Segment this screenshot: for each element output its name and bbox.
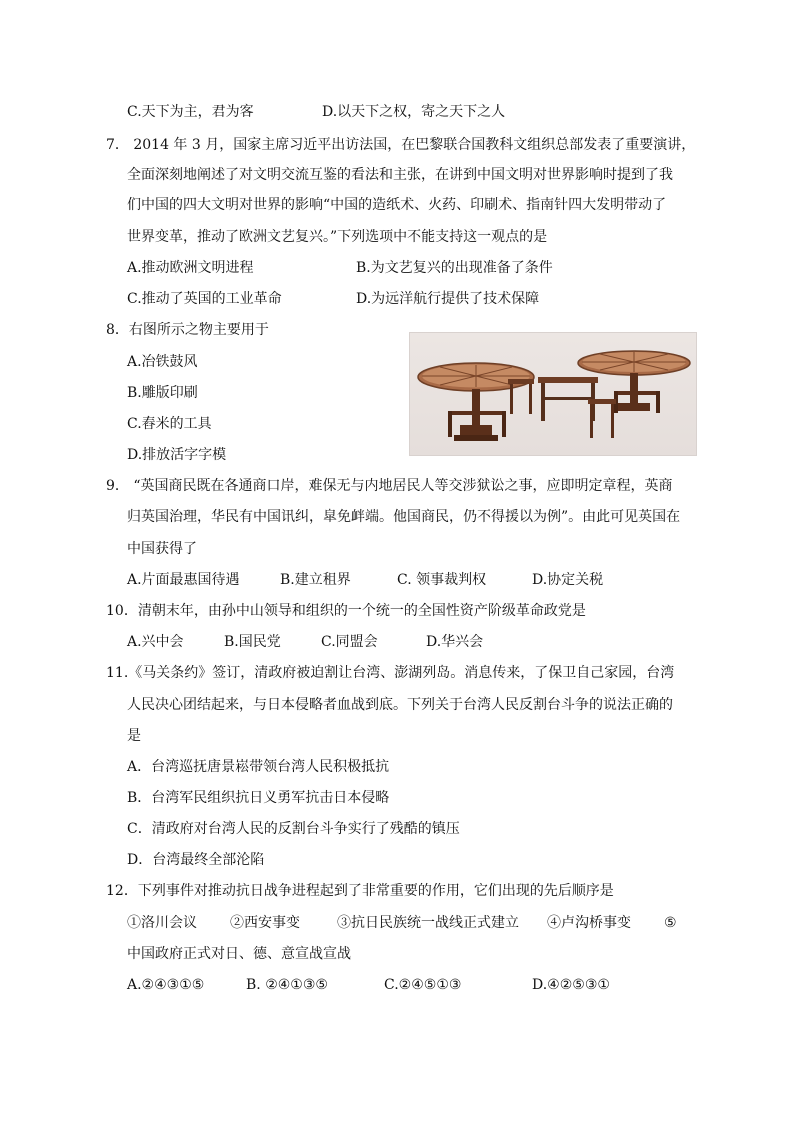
q12-option-c: C.②④⑤①③ <box>384 977 462 993</box>
q8-option-d: D.排放活字字模 <box>127 447 227 463</box>
q11-stem-line-2: 人民决心团结起来，与日本侵略者血战到底。下列关于台湾人民反割台斗争的说法正确的 <box>127 697 673 713</box>
q8-option-b: B.雕版印刷 <box>127 385 198 401</box>
q11-option-b: B．台湾军民组织抗日义勇军抗击日本侵略 <box>127 790 390 806</box>
q7-stem-line-4: 世界变革，推动了欧洲文艺复兴。”下列选项中不能支持这一观点的是 <box>127 229 548 245</box>
rotating-type-table-illustration <box>410 333 696 455</box>
q9-option-b: B.建立租界 <box>280 572 351 588</box>
q9-stem-line-3: 中国获得了 <box>127 541 197 557</box>
q8-stem: 8．右图所示之物主要用于 <box>106 322 269 338</box>
rotating-type-table-photo <box>409 332 697 456</box>
q12-event-3: ③抗日民族统一战线正式建立 <box>337 915 519 931</box>
q7-option-b: B.为文艺复兴的出现准备了条件 <box>356 260 553 276</box>
q9-option-c: C. 领事裁判权 <box>397 572 487 588</box>
q12-option-a: A.②④③①⑤ <box>127 977 205 993</box>
q8-option-a: A.冶铁鼓风 <box>127 354 198 370</box>
q11-option-a: A．台湾巡抚唐景崧带领台湾人民积极抵抗 <box>127 759 390 775</box>
q9-option-d: D.协定关税 <box>532 572 604 588</box>
q6-option-d: D.以天下之权，寄之天下之人 <box>322 104 506 120</box>
q12-option-d: D.④②⑤③① <box>532 977 610 993</box>
q10-option-a: A.兴中会 <box>127 634 184 650</box>
q7-stem-line-2: 全面深刻地阐述了对文明交流互鉴的看法和主张，在讲到中国文明对世界影响时提到了我 <box>127 167 673 183</box>
q8-option-c: C.舂米的工具 <box>127 416 212 432</box>
q12-event-5-continued: 中国政府正式对日、德、意宣战宣战 <box>127 946 351 962</box>
q9-stem-line-1: 9． “英国商民既在各通商口岸，难保无与内地居民人等交涉狱讼之事，应即明定章程，英商 <box>106 478 673 494</box>
q11-stem-line-1: 11.《马关条约》签订，清政府被迫割让台湾、澎湖列岛。消息传来，了保卫自己家园，台湾 <box>106 665 675 681</box>
q12-event-1: ①洛川会议 <box>127 915 197 931</box>
q9-stem-line-2: 归英国治理，华民有中国讯纠，皐免衅端。他国商民，仍不得援以为例”。由此可见英国在 <box>127 509 681 525</box>
q12-option-b: B. ②④①③⑤ <box>246 977 328 993</box>
q10-option-d: D.华兴会 <box>426 634 484 650</box>
q12-event-5: ⑤ <box>664 915 677 931</box>
q12-stem: 12．下列事件对推动抗日战争进程起到了非常重要的作用，它们出现的先后顺序是 <box>106 883 614 899</box>
q6-option-c: C.天下为主，君为客 <box>127 104 254 120</box>
q9-option-a: A.片面最惠国待遇 <box>127 572 240 588</box>
q7-stem-line-3: 们中国的四大文明对世界的影响“中国的造纸术、火药、印刷术、指南针四大发明带动了 <box>127 197 667 213</box>
q10-option-b: B.国民党 <box>224 634 281 650</box>
q11-stem-line-3: 是 <box>127 728 141 744</box>
q11-option-d: D．台湾最终全部沦陷 <box>127 852 265 868</box>
q11-option-c: C．清政府对台湾人民的反割台斗争实行了残酷的镇压 <box>127 821 460 837</box>
q7-option-c: C.推动了英国的工业革命 <box>127 291 282 307</box>
q12-event-4: ④卢沟桥事变 <box>547 915 631 931</box>
q7-option-d: D.为远洋航行提供了技术保障 <box>356 291 540 307</box>
q7-stem-line-1: 7． 2014 年 3 月，国家主席习近平出访法国，在巴黎联合国教科文组织总部发表了重要演讲， <box>106 137 696 153</box>
q10-option-c: C.同盟会 <box>321 634 378 650</box>
q12-event-2: ②西安事变 <box>230 915 300 931</box>
q10-stem: 10．清朝末年，由孙中山领导和组织的一个统一的全国性资产阶级革命政党是 <box>106 603 586 619</box>
q7-option-a: A.推动欧洲文明进程 <box>127 260 254 276</box>
